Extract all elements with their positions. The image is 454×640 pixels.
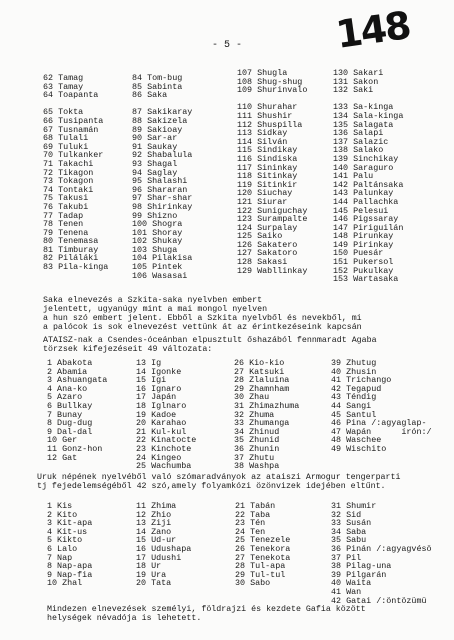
list-item: 10 Ger [47, 435, 78, 446]
list-item: 66 Tusipanta [43, 115, 104, 126]
list-item: 20 Karahao [136, 418, 187, 429]
list-item: 17 Udushi [136, 552, 182, 563]
list-item: 47 Wapán írón:/ [331, 426, 432, 437]
list-item: 42 Tegapud [331, 383, 382, 394]
list-item: 104 Pilakisa [132, 253, 193, 264]
list-item: 22 Taba [235, 509, 271, 520]
list-item: 8 Nap-apa [47, 561, 93, 572]
list-item: 5 Kikto [47, 535, 83, 546]
list-item: 99 Shizno [132, 210, 178, 221]
list-item: 88 Sakizela [132, 115, 188, 126]
list-item: 10 Zhal [47, 578, 83, 589]
list-item: 11 Gonz-hon [47, 443, 103, 454]
list-item: 38 Washpa [234, 461, 280, 472]
list-item: 1 Abakota [47, 358, 93, 368]
list-item: 96 Shararan [132, 184, 188, 195]
list-item: 142 Paltánsaka [333, 179, 404, 190]
list-item: 15 Ud-ur [136, 535, 177, 546]
list-item: 38 Pilag-una [331, 561, 392, 572]
words-column-4 [331, 359, 432, 454]
list-item: 31 Zhimazhuma [234, 400, 300, 411]
list-item: 32 Sid [331, 509, 362, 520]
list-item: 4 Kit-us [47, 526, 88, 537]
list-item: 111 Shushir [237, 110, 293, 121]
list-item: 141 Palu [333, 171, 374, 182]
list-item: 97 Shar-shar [132, 193, 193, 204]
list-item: 31 Shumir [331, 501, 377, 511]
list-item: 127 Sakatoro [237, 248, 298, 259]
list-item: 16 Ignaro [136, 383, 182, 394]
list-item: 14 Igonke [136, 366, 182, 377]
names-column-4 [333, 69, 403, 284]
list-item: 33 Susán [331, 518, 372, 529]
list-item: 106 Wasasai [132, 270, 188, 281]
list-item: 101 Shoray [132, 227, 183, 238]
list-item: 128 Sakasi [237, 257, 288, 268]
list-item: 123 Surampalte [237, 214, 308, 225]
list-item: 112 Shuspilla [237, 119, 303, 130]
text-line: a hun szó embert jelent. Ebből a Szkita nyelvből és nevekből, mi [43, 314, 362, 323]
names-column-3 [237, 69, 307, 275]
list-item: 26 Tenekora [235, 543, 291, 554]
list-item: 122 Suniguchay [237, 205, 308, 216]
list-item: 121 Siurar [237, 196, 288, 207]
list-item: 143 Palunkay [333, 188, 394, 199]
list-item: 22 Kinatocte [136, 435, 197, 446]
list-item: 108 Shug-shug [237, 76, 303, 87]
list-item: 13 Ig [136, 358, 162, 368]
text-line: helységek névadója is lehetett. [47, 614, 202, 623]
list-item: 40 Zhusin [331, 366, 377, 377]
list-item: 13 Ziji [136, 518, 172, 529]
list-item: 75 Takusi [43, 193, 89, 204]
words-column-3 [234, 359, 299, 471]
list-item: 149 Pirinkay [333, 239, 394, 250]
list-item: 7 Nap [47, 552, 73, 563]
list-item: 105 Pintek [132, 262, 183, 273]
list-item: 139 Sinchikay [333, 153, 399, 164]
list-item: 67 Tusnamán [43, 124, 99, 135]
list-item: 145 Pelesui [333, 205, 389, 216]
list-item: 150 Puesár [333, 248, 384, 259]
list-item: 81 Timburay [43, 244, 99, 255]
list-item: 117 Sininkay [237, 162, 298, 173]
list-item: 151 Pukersol [333, 257, 394, 268]
list-item: 8 Dug-dug [47, 418, 93, 429]
list-item: 6 Lalo [47, 543, 78, 554]
list-item: 49 Wischito [331, 443, 387, 454]
list-item: 82 Piláláki [43, 253, 99, 264]
list-item: 39 Pilgarán [331, 569, 387, 580]
uruk-column-2 [136, 502, 191, 588]
list-item: 29 Tul-tul [235, 569, 286, 580]
list-item: 131 Sakon [333, 76, 379, 87]
list-item: 21 Tabán [235, 501, 276, 511]
list-item: 48 Waschee [331, 435, 382, 446]
list-item: 1 Kis [47, 501, 73, 511]
names-column-2 [132, 74, 192, 280]
list-item: 153 Wartasaka [333, 274, 399, 285]
list-item: 135 Salagata [333, 119, 394, 130]
list-item: 100 Shogra [132, 219, 183, 230]
list-item: 2 Abamia [47, 366, 88, 377]
list-item: 21 Kul-kul [136, 426, 187, 437]
list-item: 110 Shurahar [237, 102, 298, 113]
list-item: 23 Tén [235, 518, 266, 529]
list-item: 83 Pila-kinga [43, 262, 109, 273]
list-item: 25 Tenezele [235, 535, 291, 546]
list-item: 65 Tokta [43, 107, 84, 118]
list-item: 136 Salapi [333, 128, 384, 139]
list-item: 39 Zhutug [331, 358, 377, 368]
list-item: 18 Iglnaro [136, 400, 187, 411]
list-item: 37 Pil [331, 552, 362, 563]
list-item: 103 Shuga [132, 244, 178, 255]
list-item: 40 Waita [331, 578, 372, 589]
text-line: a palócok is sok elnevezést vettünk át az érintkezéseink kapcsán [43, 323, 362, 332]
list-item: 98 Shirinkay [132, 201, 193, 212]
words-column-1 [47, 359, 107, 462]
list-item: 118 Sitinkay [237, 171, 298, 182]
list-item: 28 Zlaluina [234, 375, 290, 386]
names-column-1 [43, 74, 108, 272]
list-item: 12 Zhio [136, 509, 172, 520]
list-item: 130 Sakari [333, 68, 384, 78]
list-item: 14 Zano [136, 526, 172, 537]
text-line: Saka elnevezés a Szkita-saka nyelvben embert [43, 296, 263, 305]
list-item: 32 Zhuma [234, 409, 275, 420]
list-item: 124 Surpalay [237, 222, 298, 233]
list-item: 35 Zhunid [234, 435, 280, 446]
list-item: 144 Pallachka [333, 196, 399, 207]
list-item: 29 Zhamnham [234, 383, 290, 394]
text-line: tj fejedelemségéből 42 szó,amely folyamkózi özönvizek idejében eltűnt. [37, 482, 386, 491]
list-item: 34 Zhinud [234, 426, 280, 437]
list-item: 11 Zhima [136, 501, 177, 511]
list-item: 85 Sabinta [132, 81, 183, 92]
list-item: 23 Kinchote [136, 443, 192, 454]
words-column-2 [136, 359, 196, 471]
list-item: 84 Tom-bug [132, 73, 183, 83]
list-item: 30 Zhau [234, 392, 270, 403]
list-item: 146 Pigssaray [333, 214, 399, 225]
list-item: 41 Wan [331, 586, 362, 597]
list-item: 3 Kit-apa [47, 518, 93, 529]
list-item: 18 Ur [136, 561, 162, 572]
list-item: 64 Toapanta [43, 90, 99, 101]
paragraph-saka [43, 296, 362, 332]
page-number: - 5 - [211, 40, 242, 51]
list-item: 94 Saglay [132, 167, 178, 178]
list-item: 89 Sakioay [132, 124, 183, 135]
list-item: 27 Katsuki [234, 366, 285, 377]
list-item: 7 Bunay [47, 409, 83, 420]
list-item: 120 Siuchay [237, 188, 293, 199]
list-item: 19 Kadoe [136, 409, 177, 420]
list-item: 42 Gatai /:öntözümü [331, 595, 427, 606]
list-item: 19 Ura [136, 569, 167, 580]
paragraph-ataisz [43, 336, 377, 354]
list-item: 12 Gat [47, 452, 78, 463]
paragraph-closing [47, 605, 366, 623]
list-item: 34 Saba [331, 526, 367, 537]
list-item: 102 Shukay [132, 236, 183, 247]
list-item: 138 Salako [333, 145, 384, 156]
list-item: 5 Azaro [47, 392, 83, 403]
list-item: 37 Zhutu [234, 452, 275, 463]
list-item: 133 Sa-kinga [333, 102, 394, 113]
list-item: 25 Wachumba [136, 461, 192, 472]
list-item: 26 Kio-kio [234, 358, 285, 368]
list-item: 140 Saraguro [333, 162, 394, 173]
list-item: 70 Tulkanker [43, 150, 104, 161]
text-line: Uruk népének nyelvéből való szómaradványok az ataiszi Armogur tengerparti [37, 473, 401, 482]
list-item: 68 Tulali [43, 133, 89, 144]
list-item: 137 Salazic [333, 136, 389, 147]
list-item: 69 Tuluki [43, 141, 89, 152]
list-item: 43 Téndig [331, 392, 377, 403]
list-item: 9 Nap-fia [47, 569, 93, 580]
list-item: 73 Tokagon [43, 176, 94, 187]
text-line: ATAISZ-nak a Csendes-óceánban elpusztult őshazából fennmaradt Agaba [43, 336, 377, 345]
list-item: 125 Saiko [237, 231, 283, 242]
list-item: 72 Tikagon [43, 167, 94, 178]
list-item: 109 Shurinvalo [237, 85, 308, 96]
list-item: 114 Silván [237, 136, 288, 147]
list-item: 24 Ten [235, 526, 266, 537]
list-item: 16 Udushapa [136, 543, 192, 554]
text-line: Mindezen elnevezések személyi, földrajzi és kezdete Gafia között [47, 605, 366, 614]
list-item: 119 Sitinkir [237, 179, 298, 190]
list-item: 62 Tamag [43, 73, 84, 83]
list-item: 86 Saka [132, 90, 168, 101]
handwritten-page-number: 148 [333, 3, 413, 57]
list-item: 24 Kingeo [136, 452, 182, 463]
list-item: 15 Igi [136, 375, 167, 386]
list-item: 20 Tata [136, 578, 172, 589]
list-item: 93 Shagal [132, 158, 178, 169]
list-item: 3 Ashuangata [47, 375, 108, 386]
list-item: 87 Sakikaray [132, 107, 193, 118]
list-item: 91 Saukay [132, 141, 178, 152]
list-item: 132 Saki [333, 85, 374, 96]
uruk-column-1 [47, 502, 92, 588]
list-item: 9 Dal-dal [47, 426, 93, 437]
list-item: 45 Santul [331, 409, 377, 420]
uruk-column-3 [235, 502, 290, 588]
list-item: 113 Sidkay [237, 128, 288, 139]
list-item: 129 Wabllinkay [237, 265, 308, 276]
list-item: 76 Takubi [43, 201, 89, 212]
list-item: 63 Tamay [43, 81, 84, 92]
list-item: 28 Tul-apa [235, 561, 286, 572]
list-item: 79 Tenena [43, 227, 89, 238]
text-line: jelentett, ugyanúgy mint a mai mongol nyelven [43, 305, 268, 314]
list-item: 36 Pinán /:agyagvésö [331, 543, 432, 554]
list-item: 74 Tontaki [43, 184, 94, 195]
list-item: 148 Pirunkay [333, 231, 394, 242]
list-item: 147 Piriguilán [333, 222, 404, 233]
paragraph-uruk [37, 473, 400, 491]
list-item: 33 Zhumanga [234, 418, 290, 429]
list-item: 4 Ana-ko [47, 383, 88, 394]
list-item: 77 Tadap [43, 210, 84, 221]
uruk-column-4 [331, 502, 432, 605]
list-item: 71 Takachi [43, 158, 94, 169]
list-item: 44 Sangi [331, 400, 372, 411]
list-item: 134 Sala-kinga [333, 110, 404, 121]
list-item: 27 Tenekota [235, 552, 291, 563]
list-item: 41 Trichango [331, 375, 392, 386]
list-item: 107 Shugla [237, 68, 288, 78]
list-item: 90 Sar-ar [132, 133, 178, 144]
list-item: 80 Tenemasa [43, 236, 99, 247]
list-item: 95 Shalashi [132, 176, 188, 187]
list-item: 126 Sakatero [237, 239, 298, 250]
text-line: törzsek kifejezéseit 49 változata: [43, 345, 213, 354]
list-item: 17 Japán [136, 392, 177, 403]
list-item: 30 Sabo [235, 578, 271, 589]
list-item: 78 Tenen [43, 219, 84, 230]
list-item: 2 Kito [47, 509, 78, 520]
list-item: 116 Sindiska [237, 153, 298, 164]
list-item: 152 Pukulkay [333, 265, 394, 276]
list-item: 46 Pina /:agyaglap- [331, 418, 427, 429]
list-item: 92 Shabalula [132, 150, 193, 161]
list-item: 35 Sabu [331, 535, 367, 546]
list-item: 36 Zhunin [234, 443, 280, 454]
list-item: 115 Sindikay [237, 145, 298, 156]
list-item: 6 Bullkay [47, 400, 93, 411]
